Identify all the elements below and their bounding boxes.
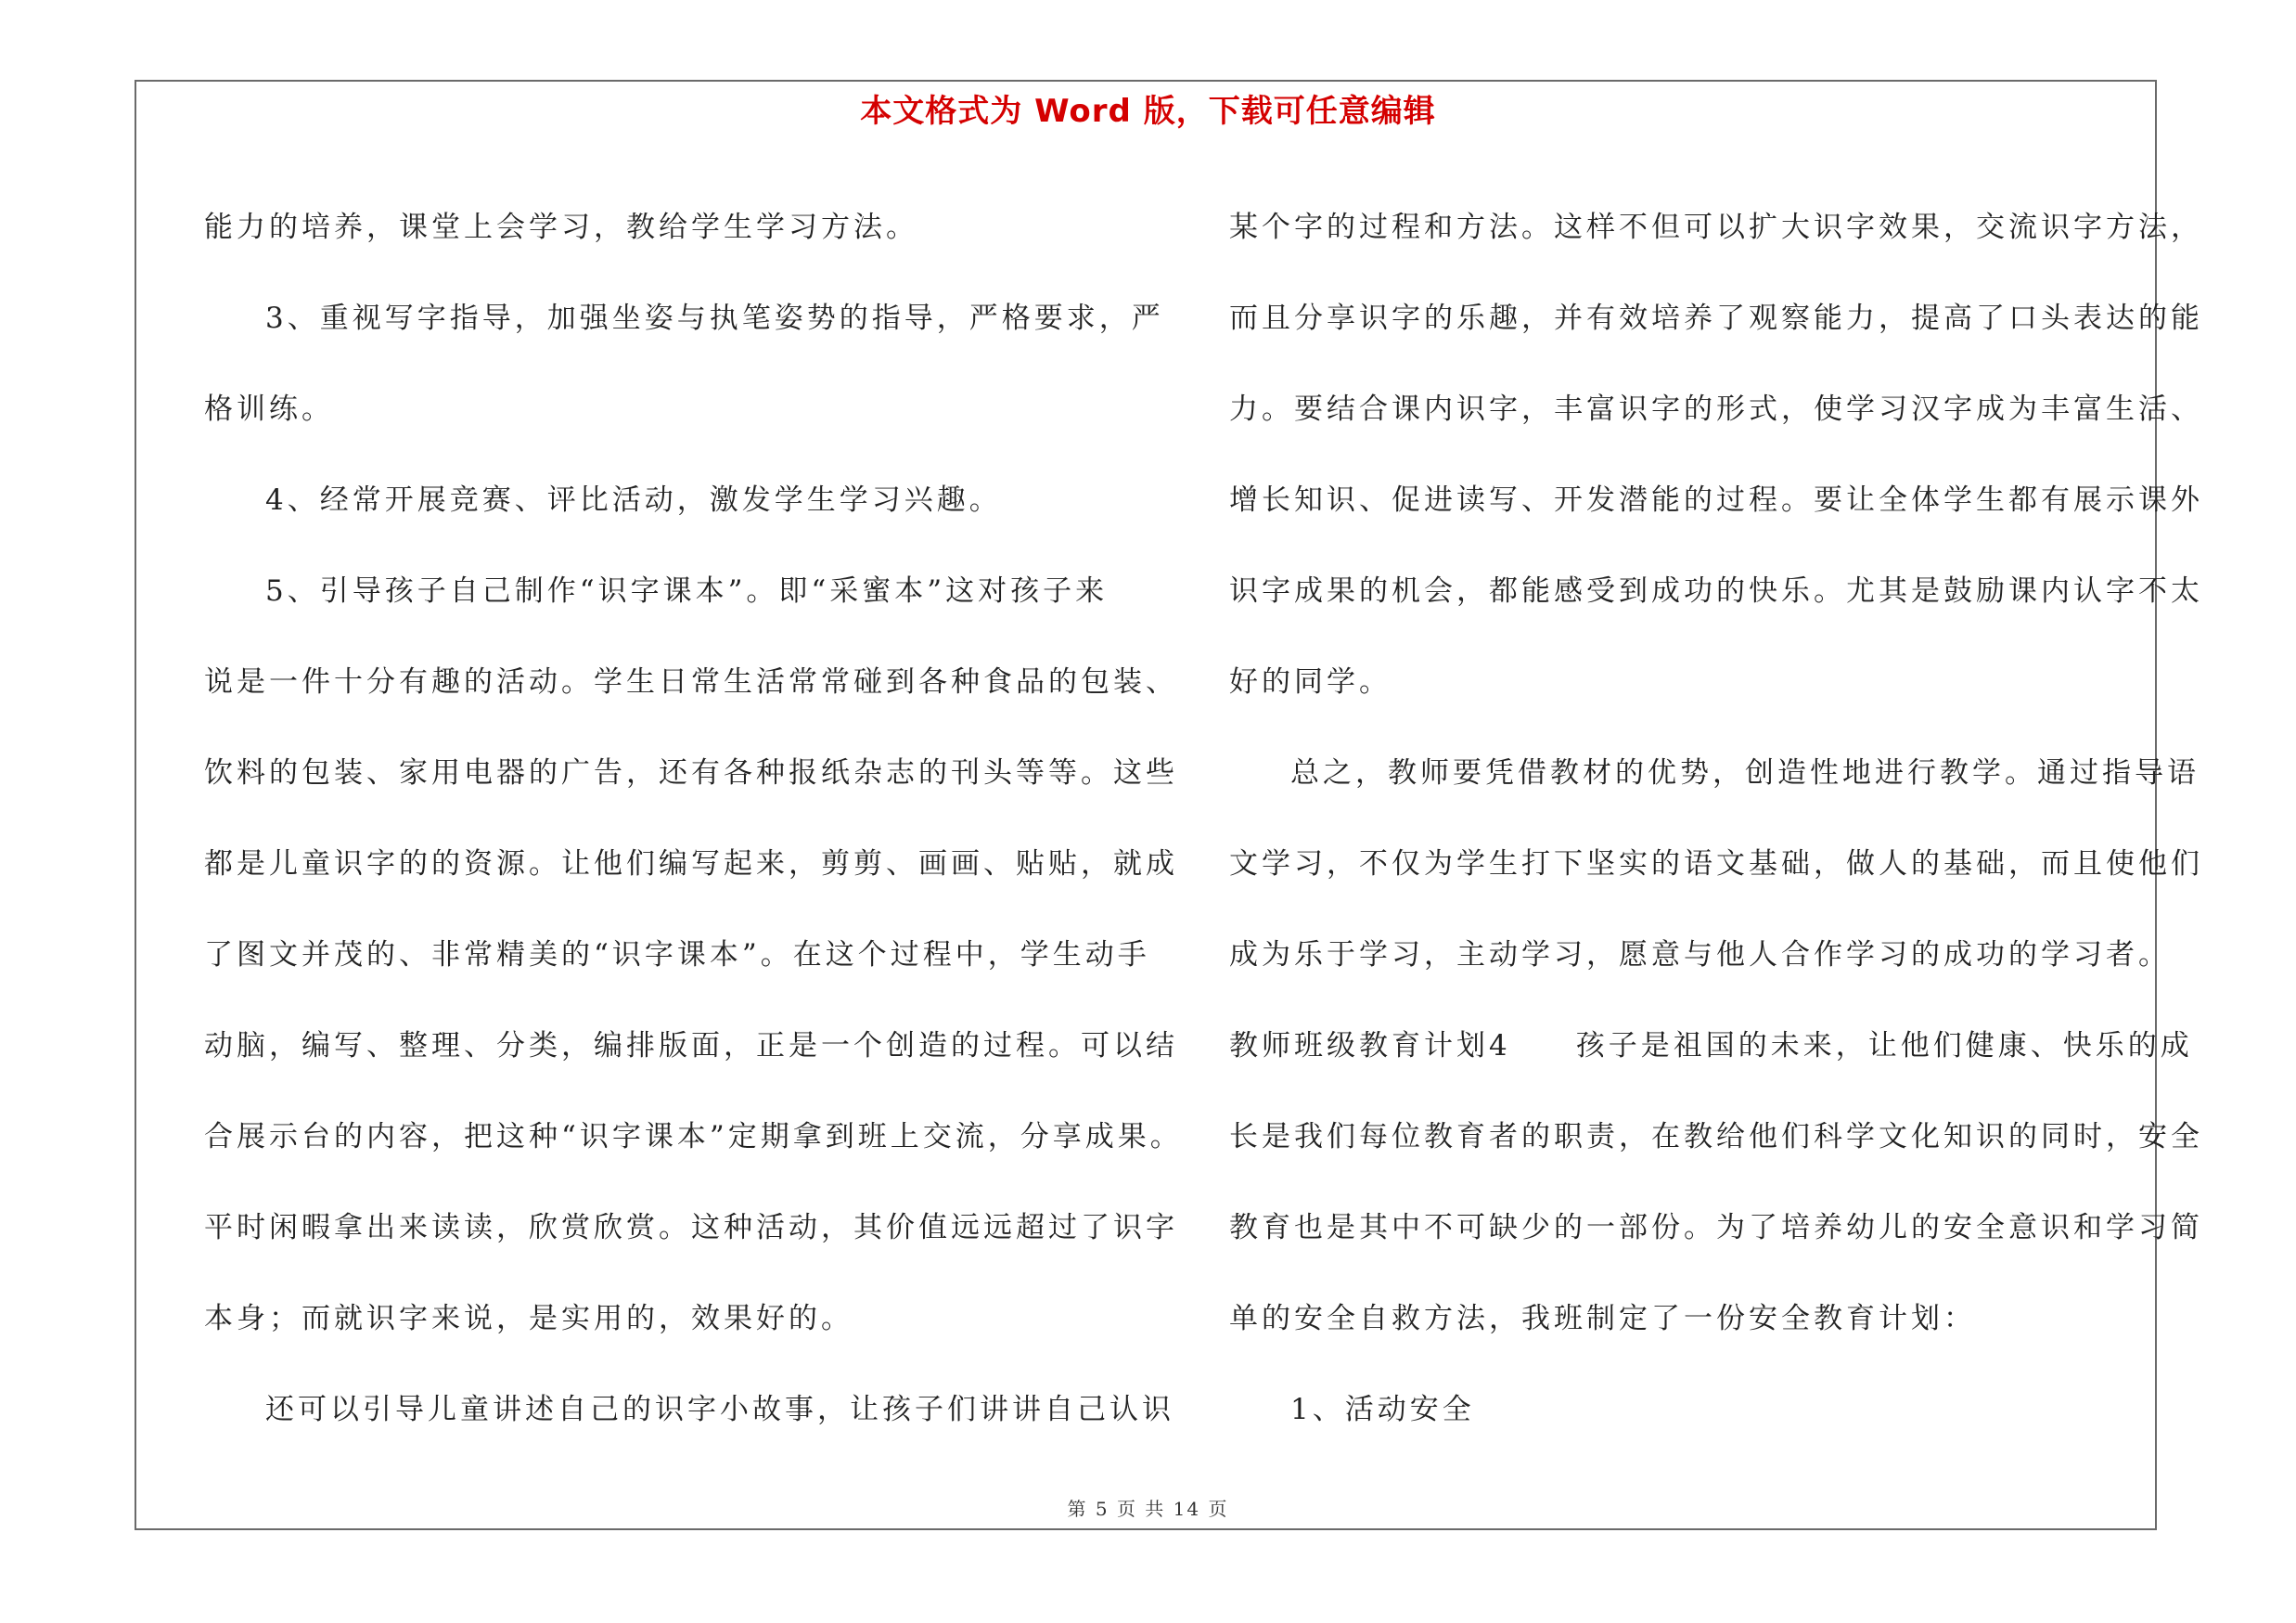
text-line: 增长知识、促进读写、开发潜能的过程。要让全体学生都有展示课外	[1229, 483, 2203, 517]
right-text-column	[1229, 182, 2203, 1455]
text-line: 力。要结合课内识字，丰富识字的形式，使学习汉字成为丰富生活、	[1229, 393, 2203, 426]
text-line: 格训练。	[204, 393, 334, 426]
text-line: 总之，教师要凭借教材的优势，创造性地进行教学。通过指导语	[1290, 756, 2200, 790]
text-line: 某个字的过程和方法。这样不但可以扩大识字效果，交流识字方法，	[1229, 211, 2203, 244]
text-line: 长是我们每位教育者的职责，在教给他们科学文化知识的同时，安全	[1229, 1120, 2203, 1153]
text-line: 平时闲暇拿出来读读，欣赏欣赏。这种活动，其价值远远超过了识字	[204, 1211, 1178, 1244]
left-text-column	[204, 182, 1183, 1455]
text-line: 合展示台的内容，把这种“识字课本”定期拿到班上交流，分享成果。	[204, 1120, 1183, 1153]
text-line: 本身；而就识字来说，是实用的，效果好的。	[204, 1302, 853, 1335]
text-line: 3、重视写字指导，加强坐姿与执笔姿势的指导，严格要求，严	[265, 302, 1164, 335]
text-line: 能力的培养，课堂上会学习，教给学生学习方法。	[204, 211, 918, 244]
text-line: 了图文并茂的、非常精美的“识字课本”。在这个过程中，学生动手	[204, 938, 1150, 972]
text-line: 成为乐于学习，主动学习，愿意与他人合作学习的成功的学习者。	[1229, 938, 2171, 972]
text-line: 动脑，编写、整理、分类，编排版面，正是一个创造的过程。可以结	[204, 1029, 1178, 1063]
text-line: 1、活动安全	[1290, 1393, 1475, 1426]
text-line: 好的同学。	[1229, 665, 1392, 699]
page-number-footer: 第 5 页 共 14 页	[1067, 1498, 1229, 1520]
text-line: 还可以引导儿童讲述自己的识字小故事，让孩子们讲讲自己认识	[265, 1393, 1174, 1426]
text-line: 教育也是其中不可缺少的一部份。为了培养幼儿的安全意识和学习简	[1229, 1211, 2203, 1244]
section-heading-line: 教师班级教育计划4 孩子是祖国的未来，让他们健康、快乐的成	[1229, 1029, 2193, 1063]
text-line: 都是儿童识字的的资源。让他们编写起来，剪剪、画画、贴贴，就成	[204, 847, 1178, 881]
text-line: 识字成果的机会，都能感受到成功的快乐。尤其是鼓励课内认字不太	[1229, 574, 2203, 608]
text-line: 文学习，不仅为学生打下坚实的语文基础，做人的基础，而且使他们	[1229, 847, 2203, 881]
text-line: 饮料的包装、家用电器的广告，还有各种报纸杂志的刊头等等。这些	[204, 756, 1178, 790]
text-line: 4、经常开展竞赛、评比活动，激发学生学习兴趣。	[265, 483, 1002, 517]
text-line: 而且分享识字的乐趣，并有效培养了观察能力，提高了口头表达的能	[1229, 302, 2203, 335]
text-line: 单的安全自救方法，我班制定了一份安全教育计划：	[1229, 1302, 1976, 1335]
text-line: 5、引导孩子自己制作“识字课本”。即“采蜜本”这对孩子来	[265, 574, 1109, 608]
text-line: 说是一件十分有趣的活动。学生日常生活常常碰到各种食品的包装、	[204, 665, 1178, 699]
format-notice-banner: 本文格式为 Word 版，下载可任意编辑	[860, 93, 1436, 130]
